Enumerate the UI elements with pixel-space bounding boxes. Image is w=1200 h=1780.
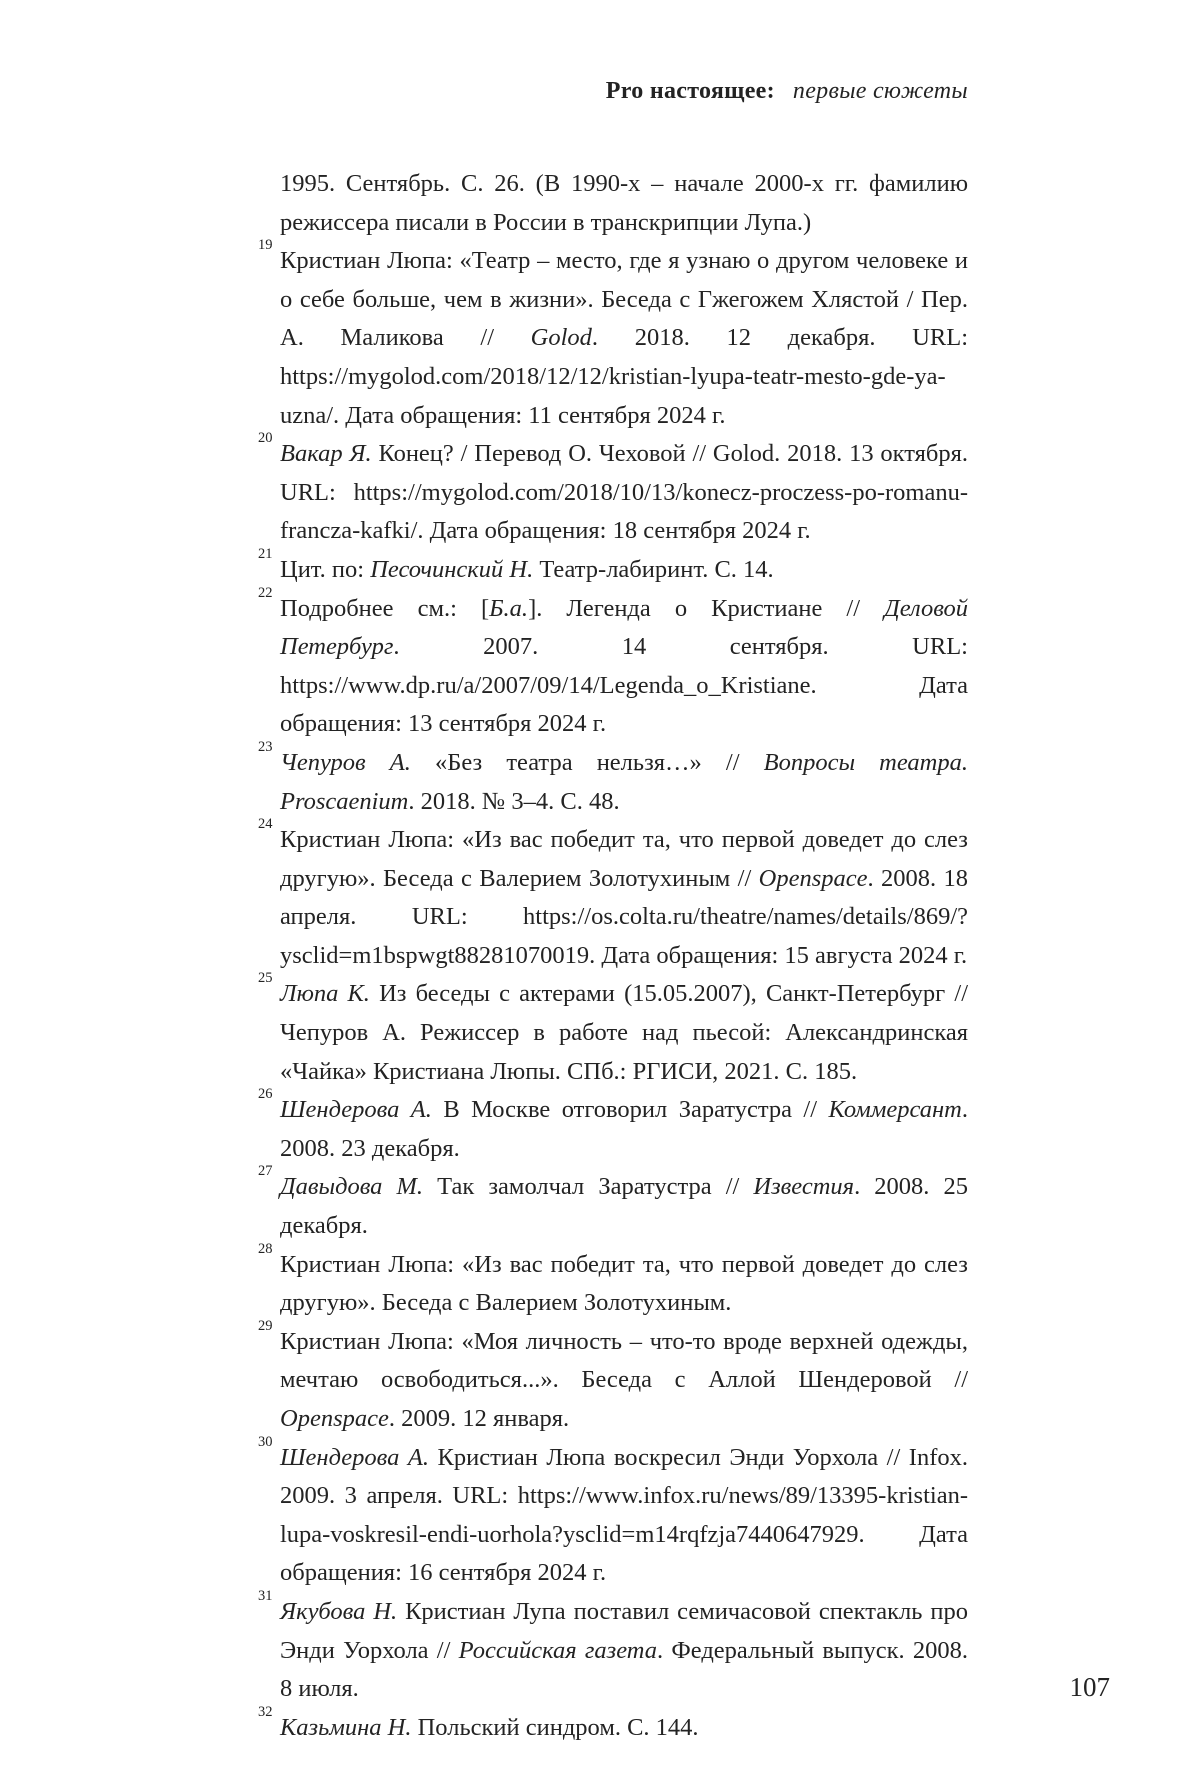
note-number: 21 [258,545,273,562]
endnote-24 [258,816,969,975]
note-text: . 2007. 14 сентября. URL: https://www.dp.ru/a/2007/09/14/Legenda_o_Kristiane. Дата обращения: 13 сентября 2024 г. [280,633,968,738]
endnote-28 [258,1240,968,1323]
note-text-italic: Российская газета [458,1636,658,1664]
note-number: 19 [258,237,273,254]
note-text-italic: Люпа К. [280,980,370,1008]
note-number: 28 [258,1240,273,1257]
note-text-italic: Коммерсант [828,1096,962,1124]
note-text: . 2008. 23 декабря. [280,1096,968,1162]
note-text-italic: Песочинский Н. [370,555,534,583]
note-text: ]. Легенда о Кристиане // [528,594,885,622]
note-text-italic: Деловой Петербург [280,594,969,661]
note-number: 26 [258,1086,273,1103]
note-number: 25 [258,970,273,987]
page-footer [280,1672,1110,1703]
note-text: Польский синдром. С. 144. [411,1713,699,1741]
note-text-italic: Известия [753,1173,855,1201]
note-number: 23 [258,738,273,755]
header-subtitle: первые сюжеты [792,78,968,104]
note-text-italic: Б.а. [489,594,529,622]
note-text-italic: Давыдова М. [280,1173,424,1201]
note-text: Кристиан Люпа: «Театр – место, где я узнаю о другом человеке и о себе больше, чем в жизни». Беседа с Гжегожем Хлястой / Пер. А. Маликова // [280,247,968,352]
note-number: 24 [258,816,273,833]
note-text: Конец? / Перевод О. Чеховой // Golod. 2018. 13 октября. URL: https://mygolod.com/2018/10/13/konecz-proczess-po-romanu-francza-kafki/. Дата обращения: 18 сентября 2024 г. [280,440,968,545]
note-text-italic: Вопросы театра. Proscaenium [280,748,968,815]
note-text: Кристиан Лупа поставил семичасовой спектакль про Энди Уорхола // [280,1597,968,1664]
note-number: 32 [258,1703,273,1720]
endnote-32 [258,1703,968,1748]
note-text: Так замолчал Заратустра // [423,1173,754,1201]
endnote-23 [258,738,968,821]
note-text: Кристиан Люпа воскресил Энди Уорхола // Infox. 2009. 3 апреля. URL: https://www.infox.ru/news/89/13395-kristian-lupa-voskresil-endi-uorhola?ysclid=m14rqfzja7440647929. Дата обращения: 16 сентября 2024 г. [280,1443,968,1587]
header-section-title: Pro настоящее: [605,78,775,104]
note-number: 22 [258,584,273,601]
note-text: . 2009. 12 января. [388,1405,570,1432]
endnote-19 [258,237,968,435]
endnote-20 [258,430,968,551]
endnote-30 [258,1433,968,1593]
note-text: . Федеральный выпуск. 2008. 8 июля. [280,1636,969,1703]
endnote-21 [258,545,968,590]
note-text: Подробнее см.: [ [280,594,490,622]
note-text: Театр-лабиринт. С. 14. [533,555,774,583]
endnote-25 [258,970,968,1091]
note-text: Из беседы с актерами (15.05.2007), Санкт-Петербург // Чепуров А. Режиссер в работе над пьесой: Александринская «Чайка» Кристиана Люпы. СПб.: РГИСИ, 2021. С. 185. [280,980,968,1085]
note-text-italic: Шендерова А. [280,1096,432,1124]
note-text-italic: Golod [530,324,592,352]
note-continuation [280,165,968,242]
note-text: . 2008. 18 апреля. URL: https://os.colta.ru/theatre/names/details/869/?ysclid=m1bspwgt88281070019. Дата обращения: 15 августа 2024 г. [280,864,969,969]
note-text: . 2018. 12 декабря. URL: https://mygolod.com/2018/12/12/kristian-lyupa-teatr-mesto-gde-ya-uzna/. Дата обращения: 11 сентября 2024 г. [280,324,968,429]
note-text: В Москве отговорил Заратустра // [431,1096,829,1124]
note-number: 30 [258,1433,273,1450]
note-number: 29 [258,1317,273,1334]
note-text: Цит. по: [280,555,371,583]
note-text-italic: Чепуров А. [280,748,411,776]
note-text: . 2018. № 3–4. С. 48. [408,787,620,815]
note-text-italic: Якубова Н. [280,1597,398,1625]
note-text: Кристиан Люпа: «Моя личность – что-то вроде верхней одежды, мечтаю освободиться...». Беседа с Аллой Шендеровой // [280,1327,968,1394]
note-text: Кристиан Люпа: «Из вас победит та, что первой доведет до слез другую». Беседа с Валерием Золотухиным. [280,1250,968,1317]
note-text-italic: Казьмина Н. [280,1713,412,1741]
note-text-italic: Шендерова А. [280,1443,429,1471]
running-header [280,78,968,105]
endnote-22 [258,584,969,744]
endnotes-list [258,165,969,1747]
note-text: . 2008. 25 декабря. [280,1173,968,1240]
note-text: «Без театра нельзя…» // [410,748,764,776]
note-text-italic: Вакар Я. [280,440,372,468]
note-text-italic: Openspace [758,864,868,892]
endnote-29 [258,1317,968,1439]
endnote-27 [258,1163,968,1245]
note-text: Кристиан Люпа: «Из вас победит та, что первой доведет до слез другую». Беседа с Валерием Золотухиным // [280,826,968,892]
note-number: 31 [258,1587,273,1604]
note-number: 27 [258,1163,273,1180]
note-text-italic: Openspace [280,1405,389,1432]
note-text: 1995. Сентябрь. С. 26. (В 1990-х – начале 2000-х гг. фамилию режиссера писали в России в транскрипции Лупа.) [280,170,968,236]
endnote-26 [258,1086,968,1168]
note-number: 20 [258,430,273,447]
page-number: 107 [1069,1672,1110,1702]
